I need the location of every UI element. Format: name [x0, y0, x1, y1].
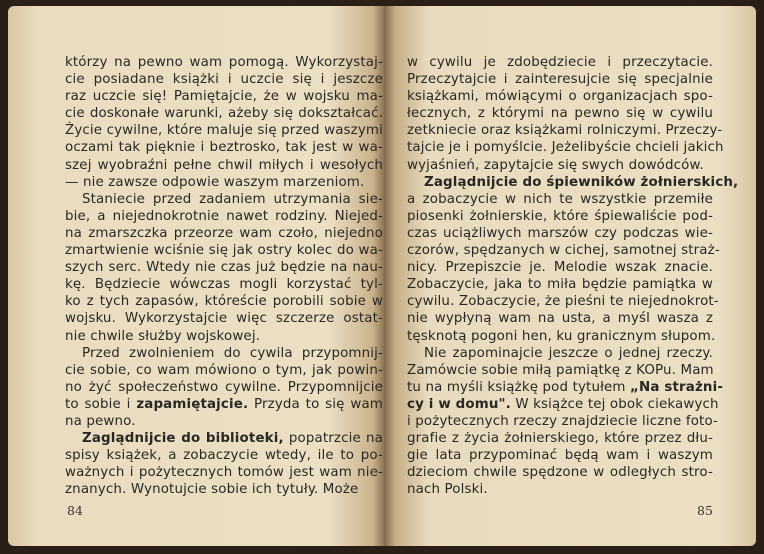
text-line — [65, 447, 383, 464]
right-page — [384, 6, 756, 546]
text-segment: Zamówcie sobie miłą pamiątkę z KOPu. Mam — [407, 362, 714, 378]
text-segment: cie posiadane książki i uczcie się i jeszcze — [65, 72, 383, 88]
text-segment: W książce tej obok ciekawych — [510, 396, 719, 412]
right-page-text — [407, 54, 739, 498]
bold-text-segment: cy i w domu". — [407, 396, 511, 412]
text-line — [407, 208, 713, 225]
text-line — [65, 362, 383, 379]
text-line — [65, 139, 383, 156]
text-segment: nie wypłyną wam na usta, a myśl wasza z — [407, 311, 713, 327]
text-line — [407, 481, 713, 498]
text-segment: czorów, spędzanych w cichej, samotnej straż- — [407, 243, 720, 259]
text-segment: tu na myśli książkę pod tytułem — [407, 379, 631, 395]
bold-text-segment: zapamiętajcie. — [136, 396, 249, 412]
text-segment: nach Polski. — [407, 482, 488, 498]
text-segment: cywilu. Zobaczycie, że pieśni te niejednokrot- — [407, 294, 719, 310]
bold-text-segment: „Na strażni- — [630, 379, 724, 395]
text-line — [65, 464, 383, 481]
text-line — [407, 430, 713, 447]
text-line — [65, 225, 383, 242]
text-line — [407, 191, 713, 208]
text-line — [65, 208, 383, 225]
text-segment: tęsknotą pogoni hen, ku granicznym słupom. — [407, 328, 716, 344]
text-segment: Nie zapominajcie jeszcze o jednej rzeczy. — [424, 345, 713, 361]
text-segment: kę. Będziecie wówczas mogli korzystać tyl- — [65, 277, 383, 293]
text-segment: to sobie i — [65, 396, 137, 412]
text-line — [65, 157, 383, 174]
text-line — [407, 88, 713, 105]
text-line — [407, 139, 724, 156]
text-line — [407, 447, 713, 464]
text-line — [65, 259, 383, 276]
text-line — [407, 174, 739, 191]
page-number-left: 84 — [67, 503, 83, 518]
text-segment: tajcie je i pomyślcie. Jeżelibyście chcieli jakich — [407, 140, 724, 156]
text-line — [65, 88, 383, 105]
text-line — [65, 310, 383, 327]
text-line — [65, 122, 383, 139]
text-segment: wojsku. Wykorzystajcie więc szczerze ostat- — [65, 311, 383, 327]
text-line — [65, 105, 383, 122]
text-line — [407, 71, 713, 88]
text-line — [65, 328, 383, 345]
text-segment: cie sobie, co wam mówiono o tym, jak powin- — [65, 362, 383, 378]
text-segment: zmartwienie wciśnie się jak ostry kolec do wa- — [65, 243, 383, 259]
text-segment: nie chwile służby wojskowej. — [65, 328, 261, 344]
text-segment: raz uczcie się! Pamiętajcie, że w wojsku ma- — [65, 89, 383, 105]
text-segment: nicy. Przepiszcie je. Melodie wszak znacie. — [407, 260, 713, 276]
text-line — [407, 345, 713, 362]
text-segment: w cywilu je zdobędziecie i przeczytacie. — [407, 55, 713, 70]
text-line — [65, 242, 383, 259]
text-segment: grafie z życia żołnierskiego, które przez dłu- — [407, 431, 713, 447]
text-line — [407, 259, 713, 276]
text-segment: no żyć społeczeństwo cywilne. Przypomnijcie — [65, 379, 383, 395]
text-line — [65, 276, 383, 293]
text-segment: cie doskonałe warunki, ażeby się dokształcać. — [65, 106, 383, 122]
text-line — [407, 242, 720, 259]
text-line — [65, 430, 383, 447]
text-segment: wyjaśnień, zapytajcie się swych dowódców. — [407, 157, 704, 173]
text-line — [407, 328, 716, 345]
text-line — [407, 362, 713, 379]
text-segment: dzieciom chwile spędzone w odległych stro- — [407, 465, 713, 481]
text-line — [407, 105, 713, 122]
text-line — [65, 71, 383, 88]
text-segment: Zobaczycie, jaka to miła będzie pamiątka w — [407, 277, 713, 293]
text-line — [407, 310, 713, 327]
text-segment: na pewno. — [65, 413, 136, 429]
text-line — [65, 54, 383, 71]
text-segment: popatrzcie na — [283, 431, 384, 447]
text-segment: Życie cywilne, które maluje się przed waszymi — [65, 123, 383, 139]
page-number-right: 85 — [697, 503, 713, 518]
text-line — [407, 157, 713, 174]
bold-text-segment: Zaglądnijcie do biblioteki, — [82, 431, 284, 447]
text-segment: szej wyobraźni pełne chwil miłych i wesołych — [65, 157, 383, 173]
text-line — [65, 379, 383, 396]
text-line — [65, 481, 383, 498]
text-line — [65, 174, 383, 191]
text-segment: łecznych, z którymi na pewno się w cywilu — [407, 106, 713, 122]
bold-text-segment: Zaglądnijcie do śpiewników żołnierskich, — [424, 174, 739, 190]
text-segment: bie, a niejednokrotnie nawet rodziny. Niejed- — [65, 208, 383, 224]
text-line — [407, 276, 713, 293]
text-segment: Przed zwolnieniem do cywila przypomnij- — [82, 345, 383, 361]
text-line — [65, 191, 383, 208]
text-segment: szych serc. Wtedy nie czas już będzie na nau- — [65, 260, 383, 276]
text-line — [407, 413, 719, 430]
text-segment: zetkniecie oraz książkami rolniczymi. Przeczy- — [407, 123, 723, 139]
text-line — [407, 225, 713, 242]
text-segment: gie lata przypominać będą wam i waszym — [407, 448, 713, 464]
text-segment: którzy na pewno wam pomogą. Wykorzystaj- — [65, 55, 383, 70]
text-line — [407, 293, 719, 310]
text-line — [407, 396, 719, 413]
text-segment: ko z tych zapasów, któreście porobili sobie w — [65, 294, 383, 310]
text-segment: książkami, mówiącymi o organizacjach spo- — [407, 89, 713, 105]
text-line — [407, 464, 713, 481]
text-line — [407, 54, 713, 71]
text-segment: piosenki żołnierskie, które śpiewaliście pod- — [407, 208, 713, 224]
text-segment: a zobaczycie w nich te wszystkie przemiłe — [407, 191, 713, 207]
text-line — [407, 379, 724, 396]
text-segment: — nie zawsze odpowie waszym marzeniom. — [65, 174, 365, 190]
text-segment: czas uciążliwych marszów czy podczas wie- — [407, 225, 713, 241]
text-segment: na zmarszczka przeorze wam czoło, niejedno — [65, 225, 383, 241]
text-segment: znanych. Wynotujcie sobie ich tytuły. Może — [65, 482, 359, 498]
text-segment: Przeczytajcie i zainteresujcie się specjalnie — [407, 72, 713, 88]
left-page-text — [65, 54, 383, 498]
text-segment: i pożytecznych rzeczy znajdziecie liczne foto- — [407, 413, 719, 429]
text-line — [65, 345, 383, 362]
text-line — [65, 396, 383, 413]
text-segment: ważnych i pożytecznych tomów jest wam nie- — [65, 465, 383, 481]
text-segment: spisy książek, a zobaczycie wtedy, ile to po- — [65, 448, 383, 464]
text-line — [407, 122, 723, 139]
text-segment: Staniecie przed zadaniem utrzymania sie- — [82, 191, 383, 207]
text-line — [65, 413, 383, 430]
text-segment: Przyda to się wam — [248, 396, 383, 412]
text-line — [65, 293, 383, 310]
text-segment: oczami tak pięknie i beztrosko, tak jest w wa- — [65, 140, 383, 156]
left-page — [8, 6, 384, 546]
